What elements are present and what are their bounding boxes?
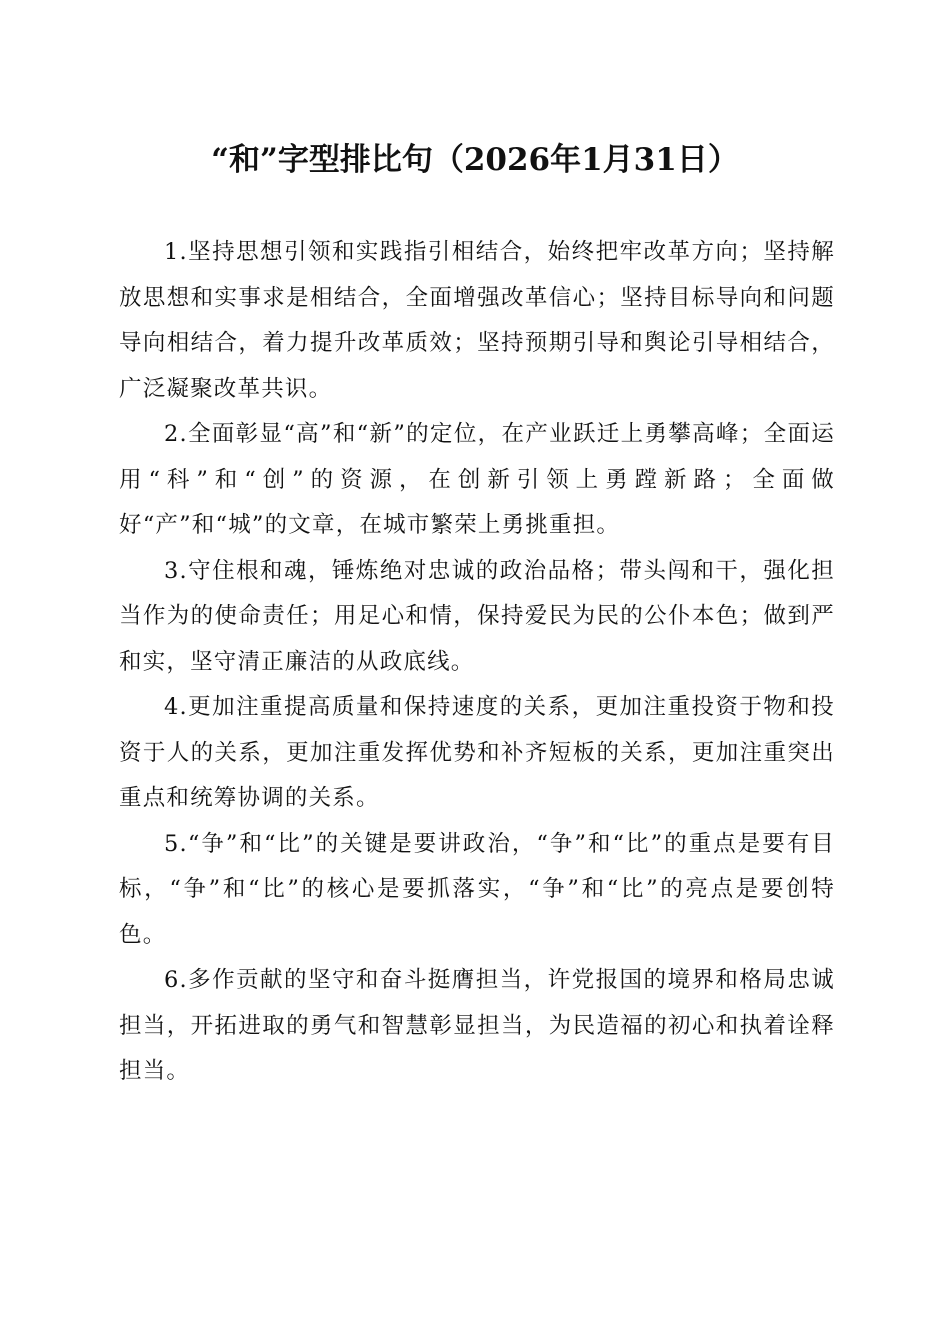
paragraph-2: 2.全面彰显“高”和“新”的定位，在产业跃迁上勇攀高峰；全面运用“科”和“创”的资源，在创新引领上勇蹚新路；全面做好“产”和“城”的文章，在城市繁荣上勇挑重担。 (119, 421, 835, 538)
paragraph-6: 6.多作贡献的坚守和奋斗挺膺担当，许党报国的境界和格局忠诚担当，开拓进取的勇气和智慧彰显担当，为民造福的初心和执着诠释担当。 (119, 967, 835, 1084)
paragraph-5: 5.“争”和“比”的关键是要讲政治，“争”和“比”的重点是要有目标，“争”和“比”的核心是要抓落实，“争”和“比”的亮点是要创特色。 (119, 830, 835, 948)
document-title: “和”字型排比句（2026年1月31日） (211, 142, 739, 178)
paragraph-1: 1.坚持思想引领和实践指引相结合，始终把牢改革方向；坚持解放思想和实事求是相结合，全面增强改革信心；坚持目标导向和问题导向相结合，着力提升改革质效；坚持预期引导和舆论引导相结合，广泛凝聚改革共识。 (119, 239, 835, 402)
paragraph-3: 3.守住根和魂，锤炼绝对忠诚的政治品格；带头闯和干，强化担当作为的使命责任；用足心和情，保持爱民为民的公仆本色；做到严和实，坚守清正廉洁的从政底线。 (119, 557, 835, 675)
document-body (119, 230, 835, 1095)
paragraph-4: 4.更加注重提高质量和保持速度的关系，更加注重投资于物和投资于人的关系，更加注重发挥优势和补齐短板的关系，更加注重突出重点和统筹协调的关系。 (119, 694, 835, 811)
